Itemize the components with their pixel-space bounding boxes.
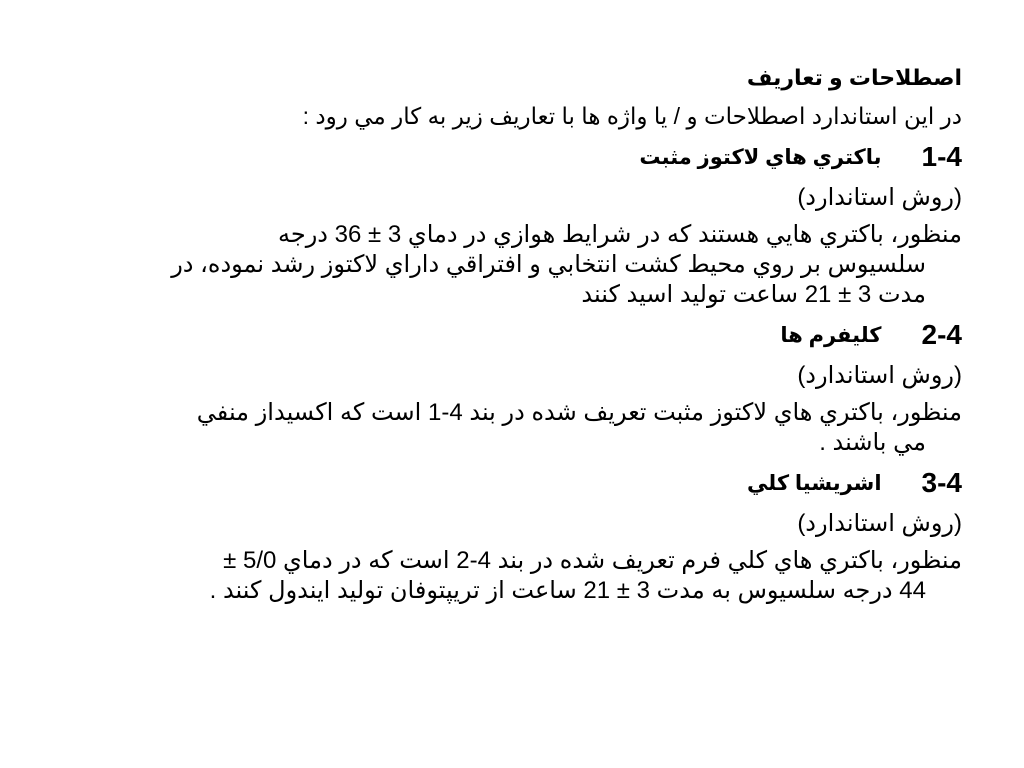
section-3-title: اشريشيا كلي bbox=[747, 471, 882, 495]
section-3-definition bbox=[58, 546, 962, 606]
section-3-number: 3-4 bbox=[921, 467, 962, 498]
section-2-line-1: منظور، باكتري هاي لاكتوز مثبت تعريف شده در بند 4-1 است كه اكسيداز منفي bbox=[196, 399, 962, 426]
section-2-title: كليفرم ها bbox=[780, 323, 882, 347]
section-1-line-1: منظور، باكتري هايي هستند كه در شرايط هوازي در دماي 3 ± 36 درجه bbox=[278, 221, 962, 248]
section-1-line-3: مدت 3 ± 21 ساعت توليد اسيد كنند bbox=[581, 281, 926, 308]
section-1-header bbox=[58, 136, 962, 178]
intro-text: در اين استاندارد اصطلاحات و / يا واژه ها با تعاريف زير به كار مي رود : bbox=[302, 103, 962, 129]
section-2-number: 2-4 bbox=[921, 319, 962, 350]
section-1-method: (روش استاندارد) bbox=[797, 184, 962, 211]
section-1-title: باكتري هاي لاكتوز مثبت bbox=[639, 145, 882, 169]
section-2-header bbox=[58, 314, 962, 356]
section-3-method: (روش استاندارد) bbox=[797, 510, 962, 537]
section-1-definition bbox=[58, 220, 962, 310]
section-3-header bbox=[58, 462, 962, 504]
section-1-line-2: سلسيوس بر روي محيط كشت انتخابي و افتراقي داراي لاكتوز رشد نموده، در bbox=[171, 251, 926, 278]
section-2-definition bbox=[58, 398, 962, 458]
section-3-line-2: 44 درجه سلسيوس به مدت 3 ± 21 ساعت از تريپتوفان توليد ايندول كنند . bbox=[209, 577, 926, 604]
section-2-line-2: مي باشند . bbox=[819, 429, 926, 456]
section-3-line-1: منظور، باكتري هاي كلي فرم تعريف شده در بند 4-2 است كه در دماي 5/0 ± bbox=[223, 547, 962, 574]
section-1-number: 1-4 bbox=[921, 141, 962, 172]
section-2-method: (روش استاندارد) bbox=[797, 362, 962, 389]
page-title: اصطلاحات و تعاريف bbox=[746, 65, 962, 90]
